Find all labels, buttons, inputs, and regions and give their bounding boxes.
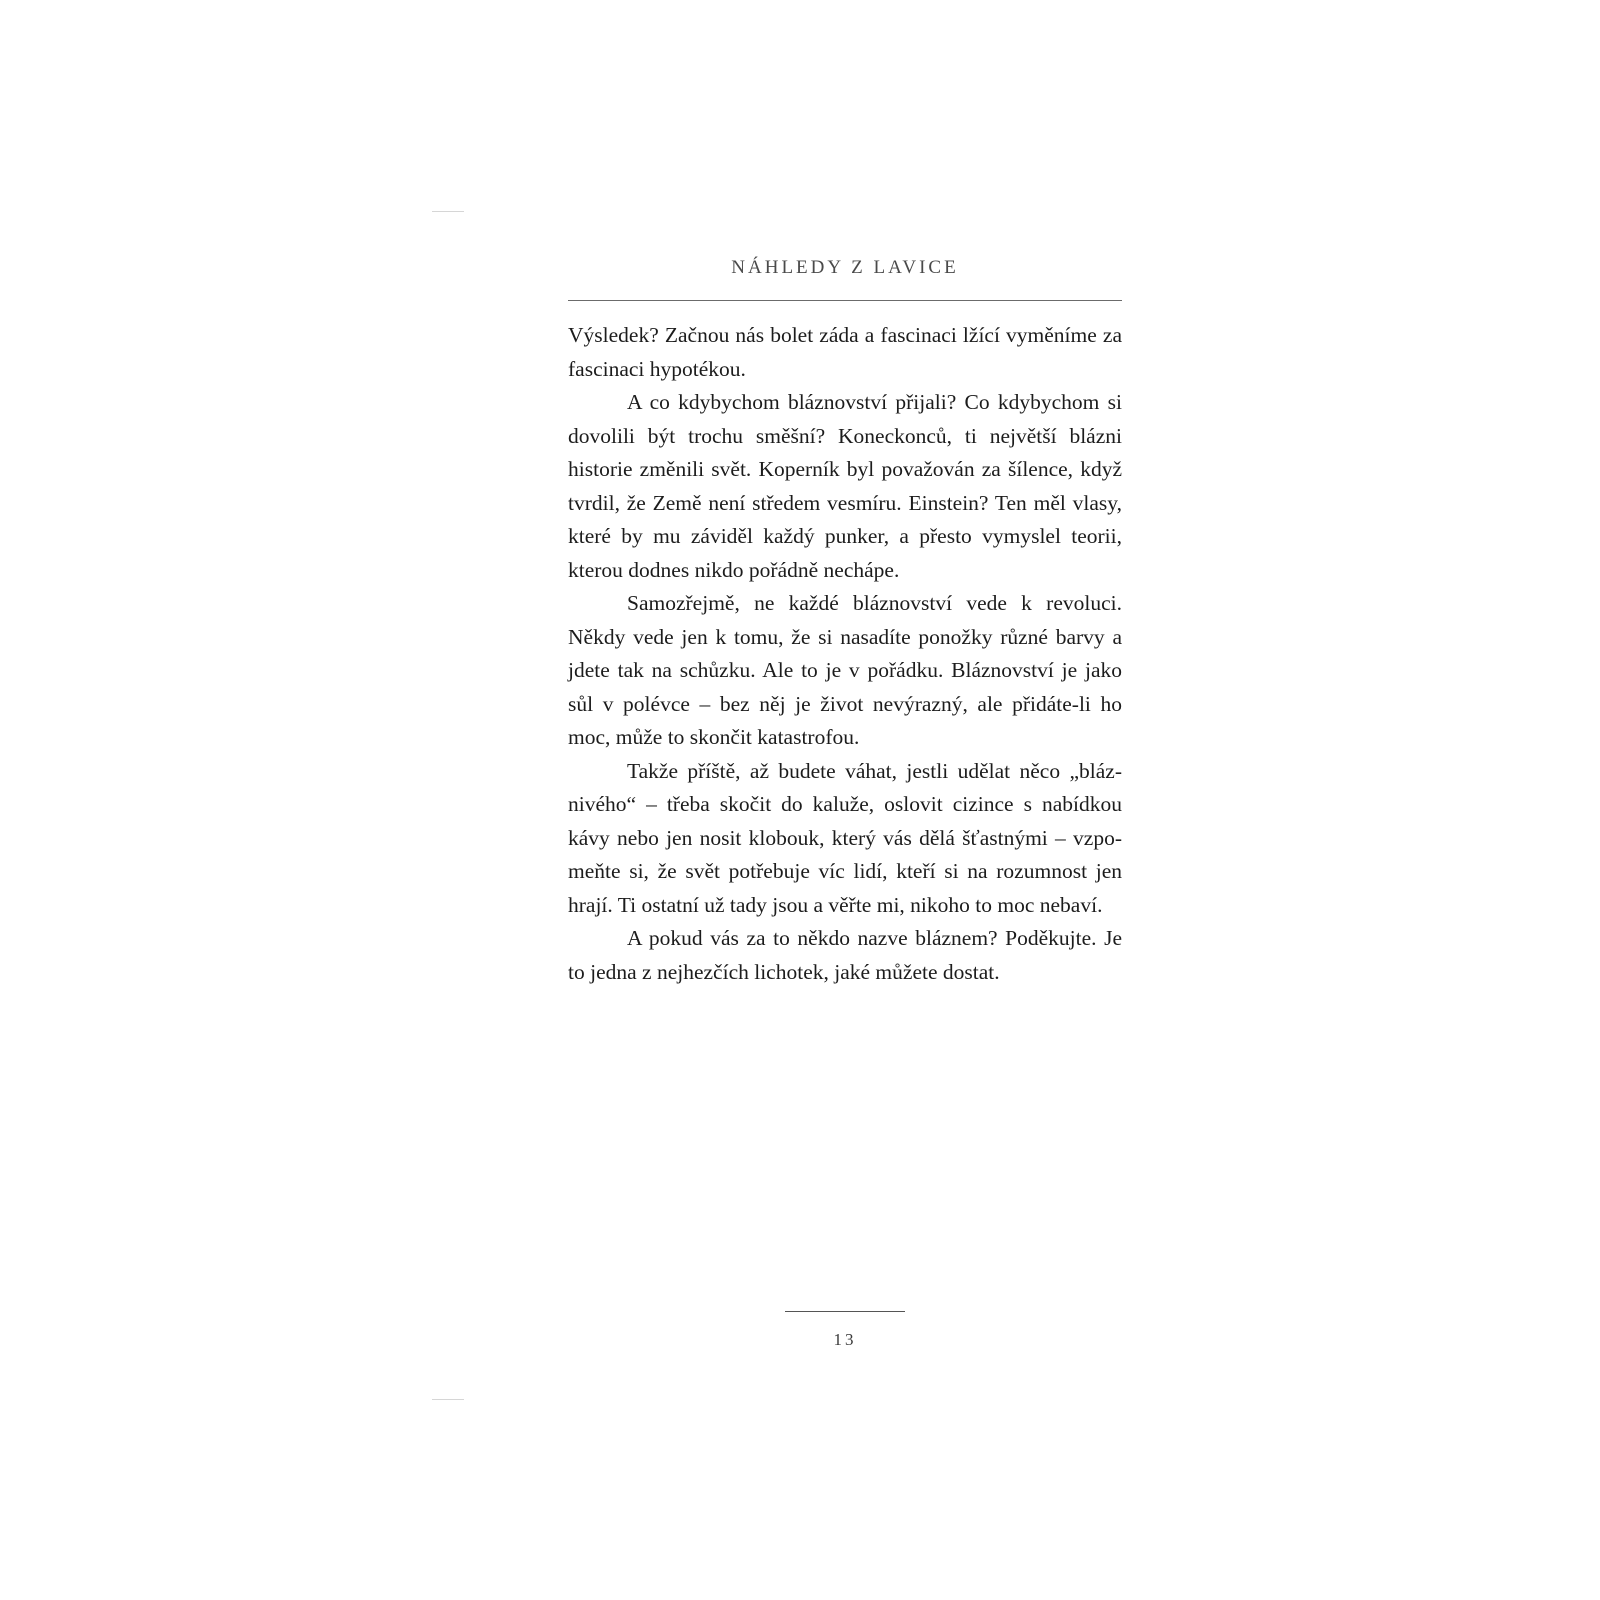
body-text — [568, 319, 1122, 989]
crop-mark-top — [432, 211, 464, 212]
paragraph-4: Takže příště, až budete váhat, jestli udělat něco „bláznivého“ – třeba skočit do kaluže, oslovit cizince s nabídkou kávy nebo jen nosit klobouk, který vás dělá šťastnými – vzpomeňte si, že svět potřebuje víc lidí, kteří si na rozumnost jen hrají. Ti ostatní už tady jsou a věřte mi, nikoho to moc nebaví. — [568, 758, 1122, 917]
book-page — [568, 0, 1122, 1600]
paragraph-2: A co kdybychom bláznovství přijali? Co kdybychom si dovolili být trochu směšní? Koneckonců, ti největší blázni historie změnili svět. Koperník byl považován za šílence, když tvrdil, že Země není středem vesmíru. Einstein? Ten měl vlasy, které by mu záviděl každý punker, a přesto vymyslel teorii, kterou dodnes nikdo pořádně nechápe. — [568, 390, 1122, 582]
paragraph-3: Samozřejmě, ne každé bláznovství vede k revoluci. Někdy vede jen k tomu, že si nasadíte ponožky různé barvy a jdete tak na schůzku. Ale to je v pořádku. Bláznovství je jako sůl v polévce – bez něj je život nevýrazný, ale přidáte-li ho moc, může to skončit katastrofou. — [568, 591, 1122, 749]
folio-rule — [785, 1311, 905, 1312]
running-head: NÁHLEDY Z LAVICE — [731, 257, 959, 278]
paragraph-1: Výsledek? Začnou nás bolet záda a fascinaci lžící vyměníme za fascinaci hypotékou. — [568, 323, 1122, 381]
header-rule — [568, 300, 1122, 301]
crop-mark-bottom — [432, 1399, 464, 1400]
paragraph-5: A pokud vás za to někdo nazve bláznem? Poděkujte. Je to jedna z nejhezčích lichotek, jaké můžete dostat. — [568, 926, 1122, 984]
page-number: 13 — [833, 1330, 857, 1349]
